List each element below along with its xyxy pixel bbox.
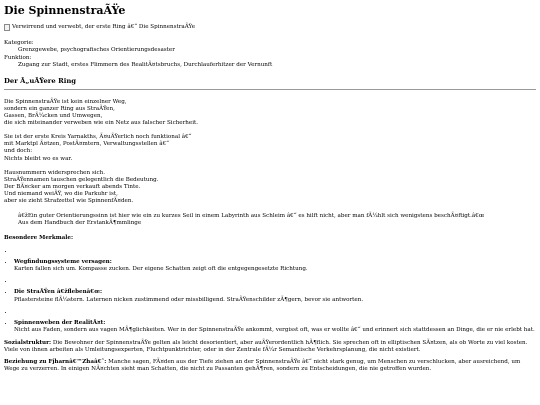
stanza-line: sondern ein ganzer Ring aus StraÃŸen, <box>4 105 115 112</box>
paragraph-label: Beziehung zu Fjharnâ€™Zhaâ€˜: <box>4 359 107 366</box>
list-item-empty <box>14 248 536 254</box>
features-title: Besondere Merkmale: <box>4 234 74 241</box>
feature-text: Pflastersteine flÃ¼stern. Laternen nicken zustimmend oder missbilligend. StraÃŸenschilder zÃ¶gern, bevor sie antworten. <box>14 296 364 303</box>
quote-block <box>18 213 536 227</box>
image-alt-text: Verwirrend und verwebt, der erste Ring â€“ Die SpinnenstraÃŸe <box>12 24 196 31</box>
meta-desc-function: Zugang zur Stadt, erstes Flimmern des RealitÃ¤tsbruchs, Durchlauferhitzer der Vernunft <box>18 61 273 68</box>
stanza-line: Und niemand weiÃŸ, wo die Parkuhr ist, <box>4 191 118 198</box>
stanza-line: und doch: <box>4 148 33 155</box>
stanza-line: die sich miteinander verweben wie ein Netz aus falscher Sicherheit. <box>4 120 199 127</box>
broken-image <box>4 24 536 31</box>
stanza-line: Hausnummern widersprechen sich. <box>4 169 106 176</box>
section-divider <box>4 89 536 90</box>
stanza-line: StraÃŸennamen tauschen gelegentlich die Bedeutung. <box>4 176 159 183</box>
paragraph-text: Die Bewohner der SpinnenstraÃŸe gelten als leicht desorientiert, aber auÃŸerordentlich hÃ¶flich. Sie sprechen oft in elliptischen SÃ¤tzen, als ob Worte zu viel kosten. Viele von ihnen arbeiten als Umleitungsexperten, Fluchtpunktrichter, oder in der Zentrale fÃ¼r Semantische Verkehrsplanung, die nicht existiert. <box>4 339 528 354</box>
meta-term-category: Kategorie: <box>4 40 34 47</box>
list-item-empty <box>14 278 536 284</box>
features-list <box>4 248 536 334</box>
feature-item <box>14 289 536 303</box>
stanza-line: mit Marktpl Ã¤tzen, PostÃ¤mtern, Verwaltungsstellen â€“ <box>4 141 169 148</box>
stanza-line: aber sie zieht StrafzetteI wie SpinnenfÃ¤den. <box>4 198 134 205</box>
stanza-line: Gassen, BrÃ¼cken und Umwegen, <box>4 112 103 119</box>
paragraph-relation <box>4 359 536 373</box>
feature-text: Nicht aus Faden, sondern aus vagen MÃ¶glichkeiten. Wer in der SpinnenstraÃŸe ankommt, vergisst oft, was er wollte â€“ und erinnert sich stattdessen an Dinge, die er nie erlebt hat. <box>14 326 535 333</box>
feature-item <box>14 259 536 273</box>
stanza <box>4 134 536 163</box>
feature-title: Wegfindungssysteme versagen: <box>14 259 112 266</box>
meta-list <box>4 40 536 69</box>
meta-term-function: Funktion: <box>4 54 32 61</box>
paragraph-label: Sozialstruktur: <box>4 339 52 346</box>
broken-image-icon <box>4 24 10 31</box>
stanza <box>4 170 536 206</box>
feature-title: Die StraÃŸen â€žflebenâ€œ: <box>14 289 103 296</box>
section-heading: Der Ã„uÃŸere Ring <box>4 76 77 85</box>
page-title: Die SpinnenstraÃŸe <box>4 4 126 17</box>
list-item-empty <box>14 309 536 315</box>
quote-source: Aus dem Handbuch der ErstankÃ¶mmlinge <box>18 219 142 226</box>
feature-title: Spinnenweben der RealitÃ¤t: <box>14 319 106 326</box>
stanza-line: Der BÃ¤cker am morgen verkauft abends Tinte. <box>4 184 141 191</box>
meta-desc-category: Grenzgewebe, psychografisches Orientierungsdesaster <box>18 47 175 54</box>
stanza-line: Nichts bleibt wo es war. <box>4 155 73 162</box>
stanza-line: Die SpinnenstraÃŸe ist kein einzelner Weg, <box>4 98 127 105</box>
feature-text: Karten fallen sich um. Kompasse zucken. Der eigene Schatten zeigt oft die entgegengesetzte Richtung. <box>14 266 308 273</box>
quote-text: â€žEin guter Orientierungssinn ist hier wie ein zu kurzes Seil in einem Labyrinth aus Schleim â€“ es hilft nicht, aber man fÃ¼hlt sich wenigstens beschÃ¤ftigt.â€œ <box>18 212 485 219</box>
stanza <box>4 99 536 128</box>
feature-item <box>14 320 536 334</box>
stanza-line: Sie ist der erste Kreis Yarnakths, Ã¤uÃŸerlich noch funktional â€“ <box>4 134 192 141</box>
paragraph-social-structure <box>4 340 536 354</box>
paragraph-text: Manche sagen, FÃ¤den aus der Tiefe ziehen an der SpinnenstraÃŸe â€“ nicht stark genug, um Menschen zu verschlucken, aber ausreichend, um Wege zu verzerren. In einigen NÃ¤chten sieht man Schatten, die nicht zu Passanten gehÃ¶ren, sondern zu Entscheidungen, die nie getroffen wurden. <box>4 359 521 373</box>
